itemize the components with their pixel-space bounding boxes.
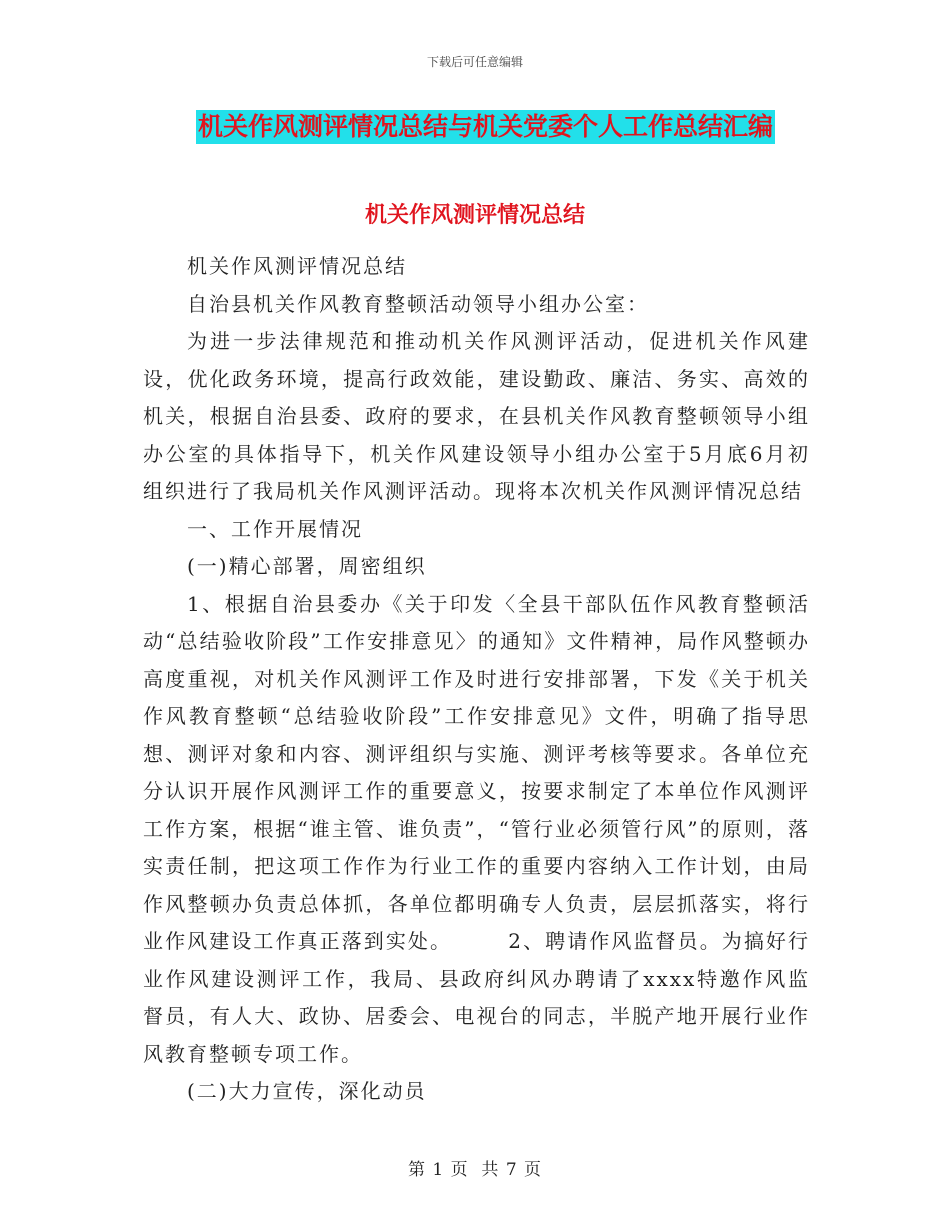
- document-body: [143, 248, 810, 1111]
- paragraph-doc-name: 机关作风测评情况总结: [187, 254, 407, 278]
- paragraph-addressee: 自治县机关作风教育整顿活动领导小组办公室：: [187, 291, 649, 316]
- page-footer-prefix: 第: [407, 1160, 426, 1180]
- page-footer-middle: 页 共: [450, 1160, 500, 1180]
- section-title: 机关作风测评情况总结: [364, 202, 585, 228]
- page-number-total: 7: [505, 1160, 518, 1180]
- heading-work-status: 一、工作开展情况: [187, 516, 363, 541]
- header-note: 下载后可任意编辑: [426, 55, 523, 69]
- heading-deployment: (一)精心部署，周密组织: [187, 554, 427, 578]
- page-footer-suffix: 页: [524, 1160, 543, 1180]
- paragraph-intro: 为进一步法律规范和推动机关作风测评活动，促进机关作风建设，优化政务环境，提高行政效能，建设勤政、廉洁、务实、高效的机关，根据自治县委、政府的要求，在县机关作风教育整顿领导小组办公室的具体指导下，机关作风建设领导小组办公室于5月底6月初组织进行了我局机关作风测评活动。现将本次机关作风测评情况总结: [143, 329, 810, 503]
- page-number-current: 1: [432, 1160, 445, 1180]
- paragraph-deployment-detail: 1、根据自治县委办《关于印发〈全县干部队伍作风教育整顿活动“总结验收阶段”工作安排意见〉的通知》文件精神，局作风整顿办高度重视，对机关作风测评工作及时进行安排部署，下发《关于机关作风教育整顿“总结验收阶段”工作安排意见》文件，明确了指导思想、测评对象和内容、测评组织与实施、测评考核等要求。各单位充分认识开展作风测评工作的重要意义，按要求制定了本单位作风测评工作方案，根据“谁主管、谁负责”，“管行业必须管行风”的原则，落实责任制，把这项工作作为行业工作的重要内容纳入工作计划，由局作风整顿办负责总体抓，各单位都明确专人负责，层层抓落实，将行业作风建设工作真正落到实处。 2、聘请作风监督员。为搞好行业作风建设测评工作，我局、县政府纠风办聘请了xxxx特邀作风监督员，有人大、政协、居委会、电视台的同志，半脱产地开展行业作风教育整顿专项工作。: [143, 591, 810, 1066]
- document-main-title: 机关作风测评情况总结与机关党委个人工作总结汇编: [196, 110, 775, 144]
- page-footer: [0, 1155, 950, 1180]
- heading-publicity: (二)大力宣传，深化动员: [187, 1079, 427, 1103]
